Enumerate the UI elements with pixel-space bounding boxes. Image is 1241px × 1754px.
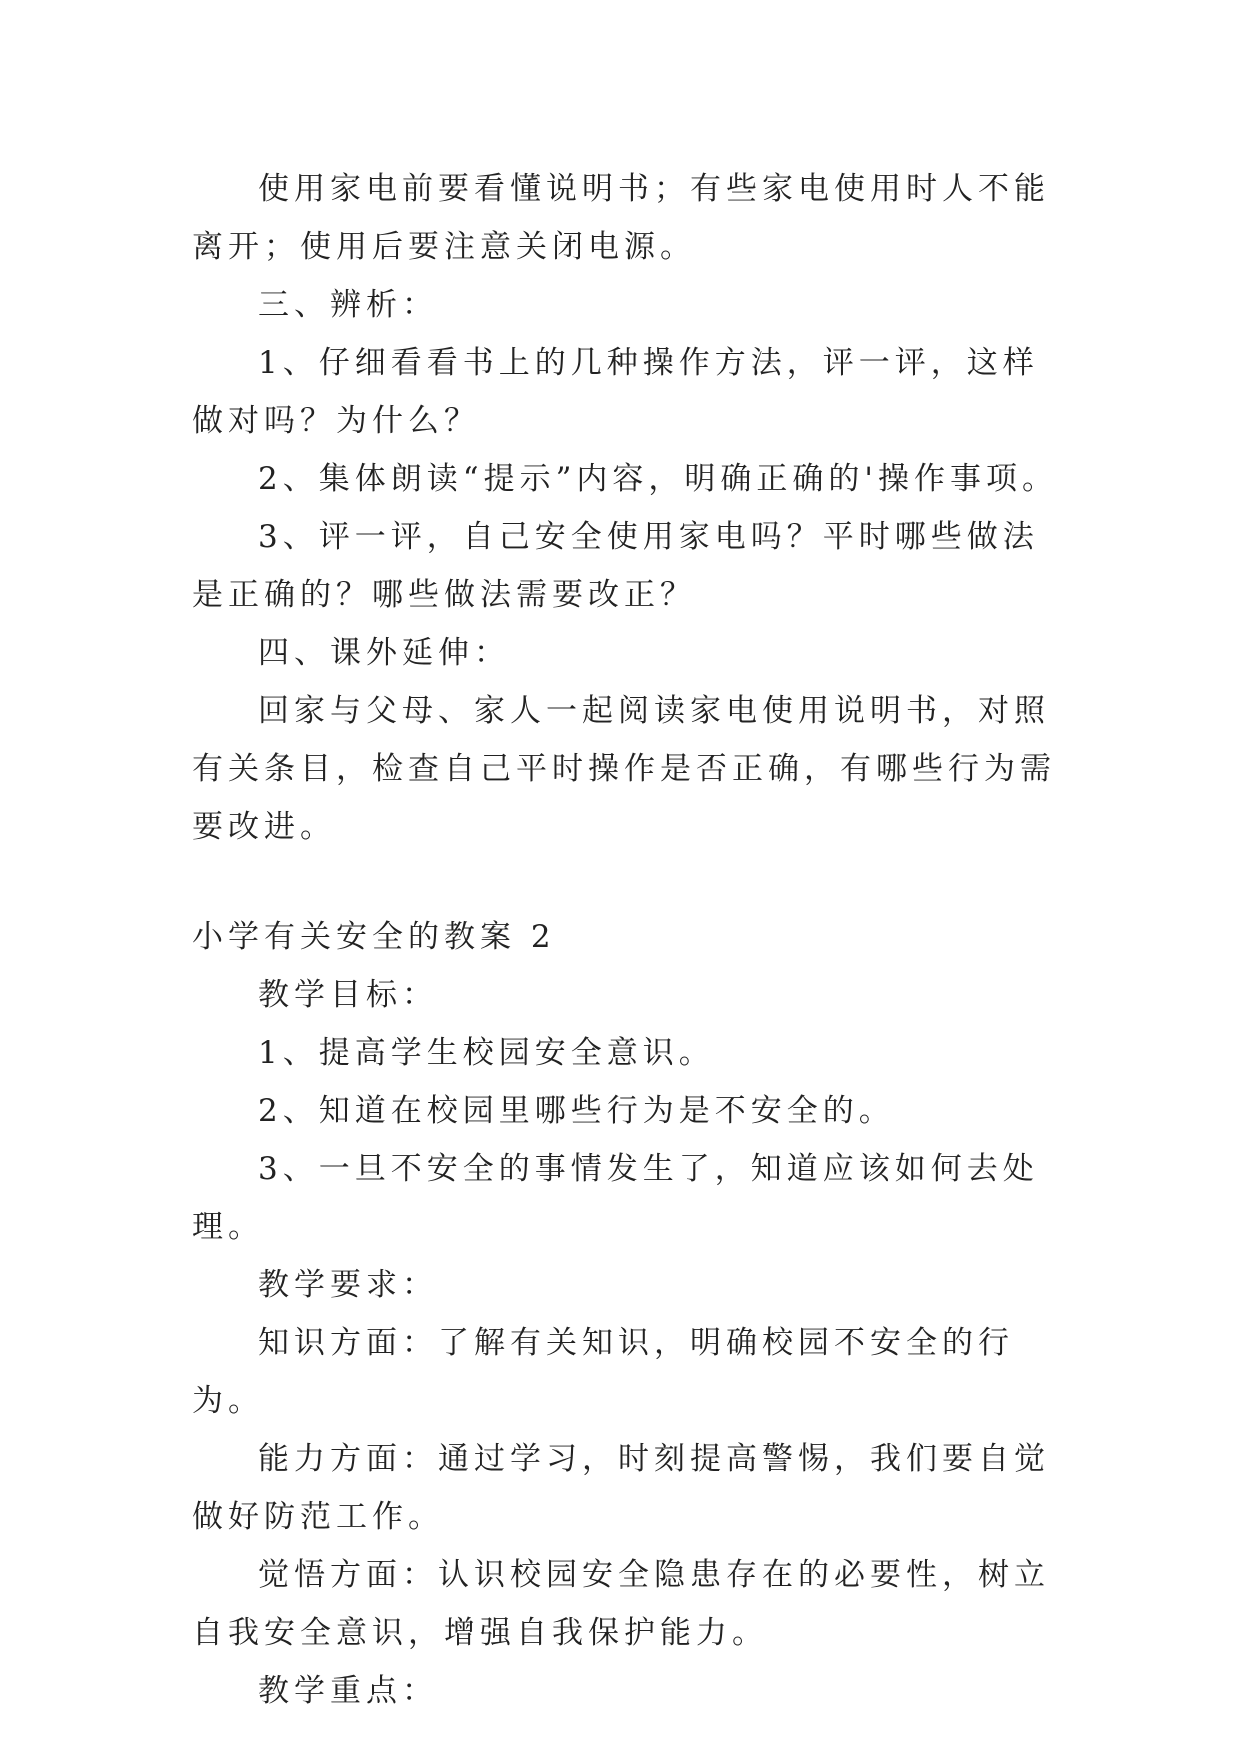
- section-title: 小学有关安全的教案 2: [192, 919, 556, 955]
- heading-teaching-goals: 教学目标：: [258, 977, 438, 1013]
- heading-teaching-focus: 教学重点：: [258, 1673, 438, 1709]
- paragraph: 3、评一评，自己安全使用家电吗？平时哪些做法是正确的？哪些做法需要改正？: [192, 519, 1039, 613]
- paragraph: 2、知道在校园里哪些行为是不安全的。: [258, 1093, 895, 1129]
- paragraph: 3、一旦不安全的事情发生了，知道应该如何去处理。: [192, 1151, 1039, 1245]
- paragraph: 能力方面：通过学习，时刻提高警惕，我们要自觉做好防范工作。: [192, 1441, 1050, 1535]
- paragraph: 觉悟方面：认识校园安全隐患存在的必要性，树立自我安全意识，增强自我保护能力。: [192, 1557, 1050, 1651]
- paragraph: 回家与父母、家人一起阅读家电使用说明书，对照有关条目，检查自己平时操作是否正确，有哪些行为需要改进。: [192, 693, 1056, 845]
- paragraph: 2、集体朗读“提示”内容，明确正确的'操作事项。: [258, 461, 1058, 497]
- section-spacer: [192, 856, 1062, 908]
- heading-extension: 四、课外延伸：: [258, 635, 510, 671]
- document-body: [192, 160, 1062, 1720]
- heading-teaching-requirements: 教学要求：: [258, 1267, 438, 1303]
- paragraph: 1、仔细看看书上的几种操作方法，评一评，这样做对吗？为什么？: [192, 345, 1039, 439]
- paragraph: 使用家电前要看懂说明书；有些家电使用时人不能离开；使用后要注意关闭电源。: [192, 171, 1050, 265]
- heading-analysis: 三、辨析：: [258, 287, 438, 323]
- paragraph: 知识方面：了解有关知识，明确校园不安全的行为。: [192, 1325, 1014, 1419]
- paragraph: 1、提高学生校园安全意识。: [258, 1035, 715, 1071]
